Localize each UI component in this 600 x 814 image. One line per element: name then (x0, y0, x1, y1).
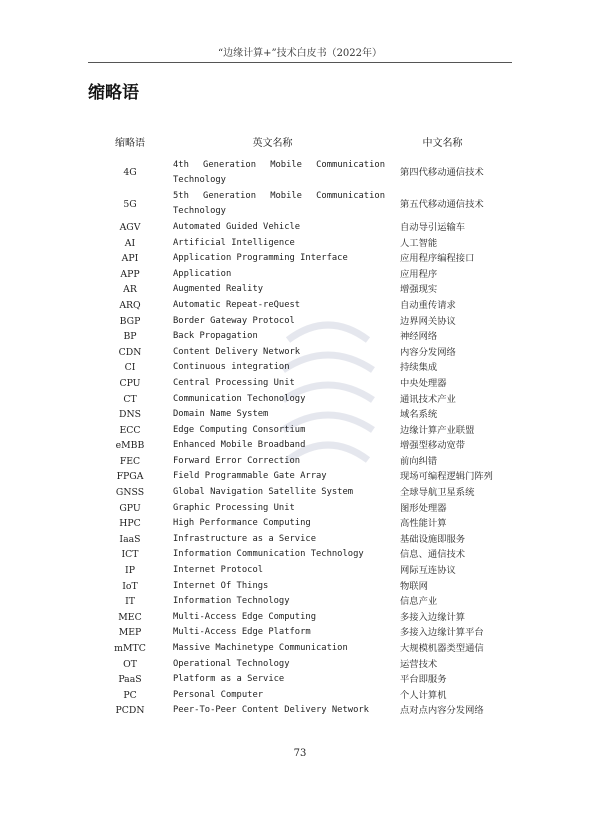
english-name-cell: Platform as a Service (173, 674, 285, 685)
table-row (100, 345, 500, 361)
abbr-cell: 5G (123, 198, 137, 210)
table-row (100, 469, 500, 485)
chinese-name-cell: 前向纠错 (400, 455, 438, 467)
english-name-cell: Internet Of Things (173, 580, 269, 591)
english-name-cell: Multi-Access Edge Platform (173, 627, 311, 638)
chinese-name-cell: 全球导航卫星系统 (400, 487, 475, 499)
english-name-cell: Edge Computing Consortium (173, 424, 306, 435)
abbr-cell: ARQ (119, 299, 141, 311)
table-row (100, 360, 500, 376)
chinese-name-cell: 多接入边缘计算 (400, 611, 466, 623)
english-name-cell: Central Processing Unit (173, 377, 295, 388)
chinese-name-cell: 个人计算机 (400, 689, 447, 701)
table-row (100, 189, 500, 220)
abbr-cell: PCDN (115, 705, 145, 717)
chinese-name-cell: 基础设施即服务 (400, 533, 466, 545)
table-row (100, 563, 500, 579)
chinese-name-cell: 增强现实 (400, 284, 438, 296)
english-name-cell: Global Navigation Satellite System (173, 487, 354, 498)
english-name-cell: Application Programming Interface (173, 253, 348, 264)
table-row (100, 641, 500, 657)
abbr-cell: ECC (119, 424, 141, 436)
chinese-name-cell: 第四代移动通信技术 (400, 167, 484, 179)
english-name-cell: Peer-To-Peer Content Delivery Network (173, 705, 369, 716)
abbr-cell: APP (120, 268, 140, 280)
table-row (100, 672, 500, 688)
table-row (100, 298, 500, 314)
chinese-name-cell: 中央处理器 (400, 377, 447, 389)
table-header-row (100, 136, 500, 158)
english-name-cell: Personal Computer (173, 689, 264, 700)
abbr-cell: mMTC (114, 643, 146, 654)
chinese-name-cell: 第五代移动通信技术 (400, 198, 484, 210)
abbr-cell: BP (123, 331, 137, 343)
abbr-cell: CT (123, 393, 137, 405)
column-header-chinese: 中文名称 (422, 138, 463, 149)
english-name-cell: Border Gateway Protocol (173, 315, 295, 326)
table-row (100, 438, 500, 454)
english-name-cell: Information Communication Technology (173, 549, 364, 560)
table-row (100, 236, 500, 252)
header-rule (88, 62, 512, 63)
abbr-cell: CDN (118, 346, 142, 358)
chinese-name-cell: 现场可编程逻辑门阵列 (400, 471, 493, 483)
english-name-cell: Internet Protocol (173, 565, 264, 576)
chinese-name-cell: 多接入边缘计算平台 (400, 627, 484, 639)
english-name-cell: Enhanced Mobile Broadband (173, 440, 306, 451)
english-name-cell: Graphic Processing Unit (173, 502, 295, 513)
english-name-cell: Artificial Intelligence (173, 237, 295, 248)
chinese-name-cell: 点对点内容分发网络 (400, 705, 484, 717)
english-name-cell: Massive Machinetype Communication (173, 643, 348, 653)
page-number: 73 (293, 748, 307, 759)
table-row (100, 532, 500, 548)
table-row (100, 610, 500, 626)
abbr-cell: PaaS (118, 674, 142, 686)
chinese-name-cell: 内容分发网络 (400, 346, 456, 358)
table-row (100, 158, 500, 189)
chinese-name-cell: 通讯技术产业 (400, 393, 456, 405)
english-name-cell: Forward Error Correction (173, 455, 301, 466)
chinese-name-cell: 网际互连协议 (400, 565, 456, 577)
abbr-cell: eMBB (115, 440, 145, 452)
chinese-name-cell: 增强型移动宽带 (400, 440, 466, 452)
abbr-cell: FEC (119, 455, 141, 467)
english-name-cell: Domain Name System (173, 409, 269, 420)
abbr-cell: MEP (118, 627, 142, 639)
english-name-cell: Application (173, 268, 232, 279)
abbr-cell: GNSS (115, 487, 145, 499)
english-name-cell: Back Propagation (173, 331, 258, 342)
table-row (100, 485, 500, 501)
chinese-name-cell: 人工智能 (400, 237, 438, 249)
abbr-cell: GPU (119, 502, 141, 514)
chinese-name-cell: 持续集成 (400, 362, 438, 374)
table-row (100, 423, 500, 439)
chinese-name-cell: 平台即服务 (400, 674, 447, 686)
chinese-name-cell: 信息、通信技术 (400, 549, 466, 561)
abbr-cell: AI (124, 237, 136, 249)
abbr-cell: IP (125, 565, 135, 577)
chinese-name-cell: 图形处理器 (400, 502, 447, 514)
abbr-cell: AR (123, 284, 137, 296)
abbr-cell: MEC (118, 611, 142, 623)
table-row (100, 657, 500, 673)
abbr-cell: 4G (123, 167, 137, 179)
column-header-english: 英文名称 (252, 138, 293, 149)
table-row (100, 407, 500, 423)
english-name-cell: Operational Technology (173, 658, 290, 669)
table-row (100, 282, 500, 298)
chinese-name-cell: 自动导引运输车 (400, 221, 466, 233)
english-name-cell: Field Programmable Gate Array (173, 471, 327, 482)
table-row (100, 547, 500, 563)
abbr-cell: DNS (119, 409, 141, 421)
chinese-name-cell: 信息产业 (400, 596, 438, 608)
abbr-cell: HPC (119, 518, 141, 530)
table-row (100, 501, 500, 517)
table-row (100, 594, 500, 610)
table-row (100, 329, 500, 345)
english-name-cell: 4th Generation Mobile Communication Technology (173, 159, 385, 186)
table-row (100, 392, 500, 408)
english-name-cell: Communication Techonology (173, 393, 306, 404)
english-name-cell: Multi-Access Edge Computing (173, 611, 316, 622)
table-row (100, 703, 500, 719)
table-row (100, 314, 500, 330)
abbr-cell: PC (123, 689, 137, 701)
table-row (100, 376, 500, 392)
chinese-name-cell: 神经网络 (400, 331, 438, 343)
english-name-cell: Automatic Repeat-reQuest (173, 299, 301, 310)
abbr-cell: CPU (119, 377, 141, 389)
abbr-cell: API (121, 253, 139, 265)
table-row (100, 688, 500, 704)
abbr-cell: IaaS (119, 533, 141, 545)
english-name-cell: High Performance Computing (173, 518, 311, 529)
chinese-name-cell: 自动重传请求 (400, 299, 456, 311)
abbr-cell: IoT (122, 580, 138, 592)
chinese-name-cell: 应用程序编程接口 (400, 253, 475, 265)
english-name-cell: Augmented Reality (173, 284, 264, 295)
section-title: 缩略语 (88, 83, 139, 103)
chinese-name-cell: 物联网 (400, 580, 428, 592)
abbr-cell: AGV (119, 221, 141, 233)
chinese-name-cell: 边界网关协议 (400, 315, 456, 327)
english-name-cell: Continuous integration (173, 362, 290, 373)
chinese-name-cell: 高性能计算 (400, 518, 447, 530)
table-row (100, 220, 500, 236)
chinese-name-cell: 运营技术 (400, 658, 438, 670)
chinese-name-cell: 大规模机器类型通信 (400, 643, 484, 654)
running-header: “边缘计算+”技术白皮书（2022年） (217, 48, 383, 59)
table-row (100, 267, 500, 283)
abbr-cell: FPGA (116, 471, 144, 483)
abbreviation-table (100, 136, 500, 719)
english-name-cell: Information Technology (173, 596, 290, 607)
table-row (100, 251, 500, 267)
chinese-name-cell: 边缘计算产业联盟 (400, 424, 475, 436)
abbr-cell: ICT (121, 549, 139, 561)
column-header-abbr: 缩略语 (115, 138, 145, 149)
table-row (100, 579, 500, 595)
table-row (100, 516, 500, 532)
english-name-cell: Infrastructure as a Service (173, 533, 316, 544)
abbr-cell: IT (125, 596, 135, 608)
abbr-cell: OT (123, 658, 137, 670)
table-row (100, 625, 500, 641)
abbr-cell: CI (124, 362, 136, 374)
english-name-cell: Content Delivery Network (173, 346, 301, 357)
table-row (100, 454, 500, 470)
english-name-cell: Automated Guided Vehicle (173, 221, 301, 232)
chinese-name-cell: 应用程序 (400, 268, 438, 280)
english-name-cell: 5th Generation Mobile Communication Technology (173, 190, 385, 217)
chinese-name-cell: 域名系统 (400, 409, 438, 421)
abbr-cell: BGP (119, 315, 141, 327)
